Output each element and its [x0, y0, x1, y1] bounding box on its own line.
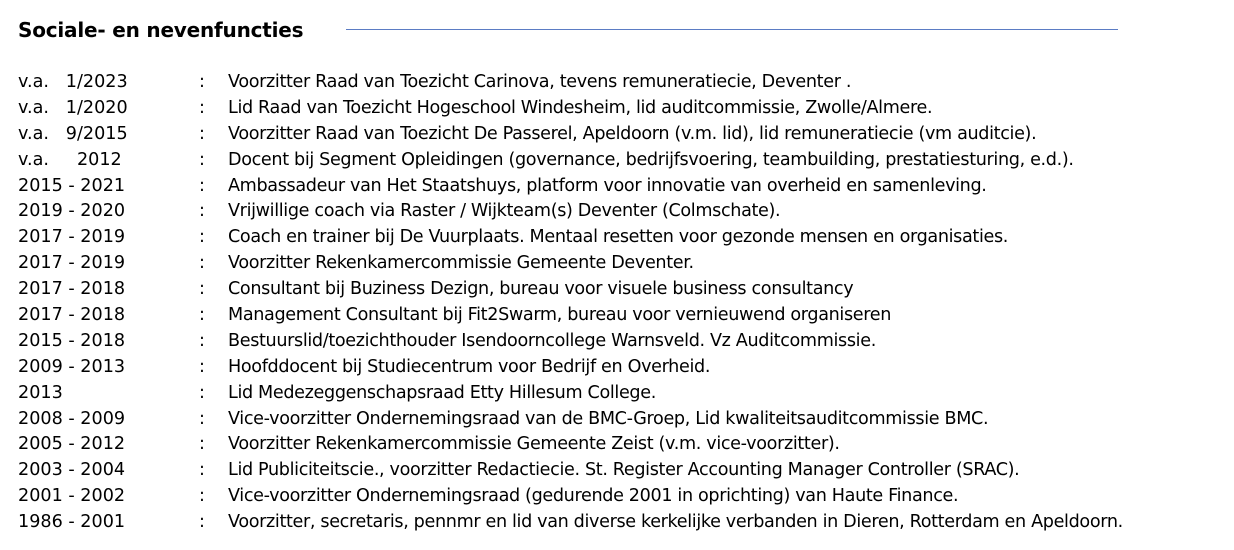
entry-description: Hoofddocent bij Studiecentrum voor Bedrijf en Overheid.	[228, 356, 711, 377]
entry-row	[18, 355, 1228, 381]
entry-row	[18, 484, 1228, 510]
entry-row	[18, 96, 1228, 122]
entry-description: Vice-voorzitter Ondernemingsraad van de BMC-Groep, Lid kwaliteitsauditcommissie BMC.	[228, 408, 989, 429]
entry-period: 2013	[18, 382, 63, 403]
entry-separator: :	[199, 356, 205, 377]
entry-row	[18, 458, 1228, 484]
entry-separator: :	[199, 175, 205, 196]
entry-separator: :	[199, 97, 205, 118]
entry-row	[18, 277, 1228, 303]
entry-separator: :	[199, 460, 205, 481]
entry-separator: :	[199, 149, 205, 170]
entry-separator: :	[199, 201, 205, 222]
entry-description: Coach en trainer bij De Vuurplaats. Mentaal resetten voor gezonde mensen en organisaties.	[228, 227, 1009, 248]
entry-period: 2003 - 2004	[18, 460, 126, 481]
entry-row	[18, 407, 1228, 433]
entry-description: Consultant bij Buziness Dezign, bureau voor visuele business consultancy	[228, 279, 854, 300]
entry-description: Lid Medezeggenschapsraad Etty Hillesum College.	[228, 382, 656, 403]
entry-description: Voorzitter, secretaris, pennmr en lid van diverse kerkelijke verbanden in Dieren, Rotterdam en Apeldoorn.	[228, 512, 1123, 533]
entry-row	[18, 122, 1228, 148]
entry-separator: :	[199, 330, 205, 351]
entry-period: 2009 - 2013	[18, 356, 126, 377]
entry-separator: :	[199, 123, 205, 144]
entry-period: 2008 - 2009	[18, 408, 126, 429]
entry-period: 2001 - 2002	[18, 486, 126, 507]
entry-separator: :	[199, 486, 205, 507]
entry-period: v.a. 1/2023	[18, 72, 128, 92]
entry-description: Voorzitter Rekenkamercommissie Gemeente Deventer.	[228, 253, 694, 274]
entry-period: 2017 - 2019	[18, 253, 126, 274]
entry-row	[18, 70, 1228, 96]
entry-description: Lid Raad van Toezicht Hogeschool Windesheim, lid auditcommissie, Zwolle/Almere.	[228, 97, 933, 118]
entry-row	[18, 510, 1228, 536]
entry-row	[18, 432, 1228, 458]
entry-row	[18, 199, 1228, 225]
entry-row	[18, 381, 1228, 407]
entry-separator: :	[199, 512, 205, 533]
entry-row	[18, 329, 1228, 355]
entry-row	[18, 148, 1228, 174]
entry-period: 2017 - 2018	[18, 279, 126, 300]
entry-row	[18, 251, 1228, 277]
entries-list	[18, 70, 1228, 536]
entry-description: Voorzitter Raad van Toezicht Carinova, tevens remuneratiecie, Deventer .	[228, 72, 852, 92]
entry-separator: :	[199, 382, 205, 403]
entry-separator: :	[199, 227, 205, 248]
entry-description: Vrijwillige coach via Raster / Wijkteam(s) Deventer (Colmschate).	[228, 201, 781, 222]
entry-row	[18, 225, 1228, 251]
entry-period: 2017 - 2019	[18, 227, 126, 248]
entry-separator: :	[199, 305, 205, 326]
title-divider-line	[346, 29, 1118, 30]
entry-row	[18, 303, 1228, 329]
entry-period: 1986 - 2001	[18, 512, 126, 533]
entry-period: v.a. 2012	[18, 149, 122, 170]
entry-description: Lid Publiciteitscie., voorzitter Redactiecie. St. Register Accounting Manager Controller (SRAC).	[228, 460, 1020, 481]
entry-description: Voorzitter Rekenkamercommissie Gemeente Zeist (v.m. vice-voorzitter).	[228, 434, 840, 455]
entry-period: 2019 - 2020	[18, 201, 126, 222]
entry-separator: :	[199, 253, 205, 274]
entry-separator: :	[199, 434, 205, 455]
entry-period: v.a. 1/2020	[18, 97, 128, 118]
entry-description: Vice-voorzitter Ondernemingsraad (gedurende 2001 in oprichting) van Haute Finance.	[228, 486, 959, 507]
section-header	[18, 16, 1128, 44]
entry-description: Voorzitter Raad van Toezicht De Passerel, Apeldoorn (v.m. lid), lid remuneratiecie (vm auditcie).	[228, 123, 1037, 144]
section-title: Sociale- en nevenfuncties	[18, 18, 304, 42]
entry-separator: :	[199, 279, 205, 300]
entry-period: 2017 - 2018	[18, 305, 126, 326]
entry-period: v.a. 9/2015	[18, 123, 128, 144]
entry-period: 2015 - 2018	[18, 330, 126, 351]
entry-separator: :	[199, 72, 205, 92]
entry-description: Docent bij Segment Opleidingen (governance, bedrijfsvoering, teambuilding, prestatiesturing, e.d.).	[228, 149, 1074, 170]
entry-description: Bestuurslid/toezichthouder Isendoorncollege Warnsveld. Vz Auditcommissie.	[228, 330, 876, 351]
entry-description: Management Consultant bij Fit2Swarm, bureau voor vernieuwend organiseren	[228, 305, 892, 326]
entry-row	[18, 174, 1228, 200]
entry-description: Ambassadeur van Het Staatshuys, platform voor innovatie van overheid en samenleving.	[228, 175, 987, 196]
entry-separator: :	[199, 408, 205, 429]
entry-period: 2005 - 2012	[18, 434, 126, 455]
entry-period: 2015 - 2021	[18, 175, 126, 196]
